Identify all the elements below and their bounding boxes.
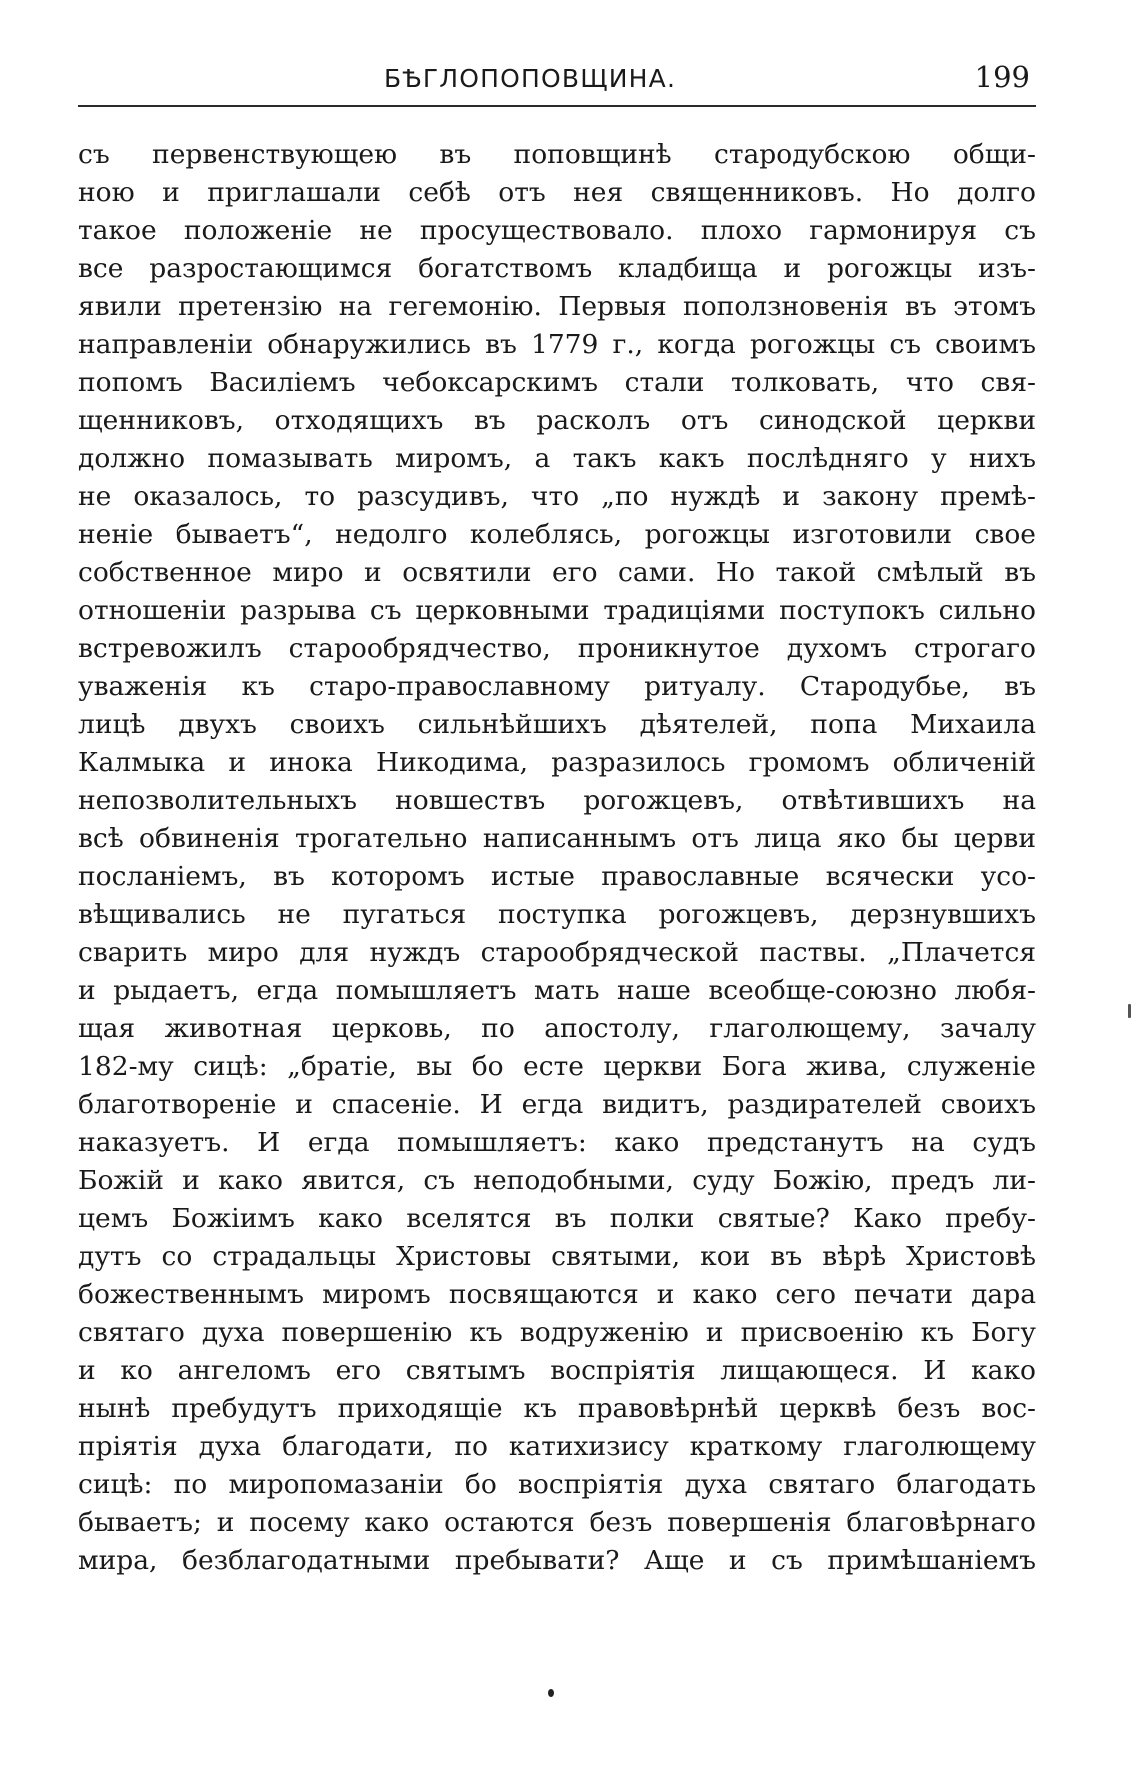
- text-line: 182-му сицѣ: „братіе, вы бо есте церкви Бога жива, служеніе: [78, 1051, 1036, 1082]
- ink-mark: [1128, 1004, 1131, 1018]
- text-line: святаго духа повершенію къ водруженію и присвоенію къ Богу: [78, 1317, 1036, 1348]
- text-line: должно помазывать миромъ, а такъ какъ послѣдняго у нихъ: [78, 443, 1036, 474]
- header-rule: [78, 105, 1036, 107]
- text-line: собственное миро и освятили его сами. Но такой смѣлый въ: [78, 557, 1036, 588]
- text-line: направленіи обнаружились въ 1779 г., когда рогожцы съ своимъ: [78, 329, 1036, 360]
- text-line: лицѣ двухъ своихъ сильнѣйшихъ дѣятелей, попа Михаила: [78, 709, 1036, 740]
- text-line: неніе бываетъ“, недолго колеблясь, рогожцы изготовили свое: [78, 519, 1036, 550]
- text-line: уваженія къ старо-православному ритуалу. Стародубье, въ: [78, 671, 1036, 702]
- text-line: щенниковъ, отходящихъ въ расколъ отъ синодской церкви: [78, 405, 1036, 436]
- body-text: [78, 136, 1036, 1580]
- text-line: пріятія духа благодати, по катихизису краткому глаголющему: [78, 1431, 1036, 1462]
- text-line: всѣ обвиненія трогательно написаннымъ отъ лица яко бы церви: [78, 823, 1036, 854]
- text-line: не оказалось, то разсудивъ, что „по нуждѣ и закону премѣ-: [78, 481, 1036, 512]
- text-line: непозволительныхъ новшествъ рогожцевъ, отвѣтившихъ на: [78, 785, 1036, 816]
- text-line: отношеніи разрыва съ церковными традиціями поступокъ сильно: [78, 595, 1036, 626]
- text-line: вѣщивались не пугаться поступка рогожцевъ, дерзнувшихъ: [78, 899, 1036, 930]
- text-line: Калмыка и инока Никодима, разразилось громомъ обличеній: [78, 747, 1036, 778]
- text-line: съ первенствующею въ поповщинѣ стародубскою общи-: [78, 139, 1036, 170]
- text-line: Божій и како явится, съ неподобными, суду Божію, предъ ли-: [78, 1165, 1036, 1196]
- running-header: [78, 58, 1038, 98]
- text-line: ною и приглашали себѣ отъ нея священниковъ. Но долго: [78, 177, 1036, 208]
- text-line: сицѣ: по миропомазаніи бо воспріятія духа святаго благодать: [78, 1469, 1036, 1500]
- chapter-title: БѢГЛОПОПОВЩИНА.: [384, 64, 677, 93]
- text-line: и рыдаетъ, егда помышляетъ мать наше всеобще-союзно любя-: [78, 975, 1036, 1006]
- text-line: такое положеніе не просуществовало. плохо гармонируя съ: [78, 215, 1036, 246]
- text-line: щая животная церковь, по апостолу, глаголющему, зачалу: [78, 1013, 1036, 1044]
- text-line: благотвореніе и спасеніе. И егда видитъ, раздирателей своихъ: [78, 1089, 1036, 1120]
- text-line: явили претензію на гегемонію. Первыя поползновенія въ этомъ: [78, 291, 1036, 322]
- text-line: все разростающимся богатствомъ кладбища и рогожцы изъ-: [78, 253, 1036, 284]
- text-line: наказуетъ. И егда помышляетъ: како предстанутъ на судъ: [78, 1127, 1036, 1158]
- text-line: цемъ Божіимъ како вселятся въ полки святые? Како пребу-: [78, 1203, 1036, 1234]
- text-line: сварить миро для нуждъ старообрядческой паствы. „Плачется: [78, 937, 1036, 968]
- text-line: нынѣ пребудутъ приходящіе къ правовѣрнѣй церквѣ безъ вос-: [78, 1393, 1036, 1424]
- text-line: мира, безблагодатными пребывати? Аще и съ примѣшаніемъ: [78, 1545, 1036, 1576]
- text-line: встревожилъ старообрядчество, проникнутое духомъ строгаго: [78, 633, 1036, 664]
- text-line: божественнымъ миромъ посвящаются и како сего печати дара: [78, 1279, 1036, 1310]
- text-line: и ко ангеломъ его святымъ воспріятія лищающеся. И како: [78, 1355, 1036, 1386]
- text-line: бываетъ; и посему како остаются безъ повершенія благовѣрнаго: [78, 1507, 1036, 1538]
- text-line: дутъ со страдальцы Христовы святыми, кои въ вѣрѣ Христовѣ: [78, 1241, 1036, 1272]
- ink-blot: [548, 1689, 554, 1697]
- text-line: попомъ Василіемъ чебоксарскимъ стали толковать, что свя-: [78, 367, 1036, 398]
- page-number: 199: [974, 60, 1030, 94]
- text-line: посланіемъ, въ которомъ истые православные всячески усо-: [78, 861, 1036, 892]
